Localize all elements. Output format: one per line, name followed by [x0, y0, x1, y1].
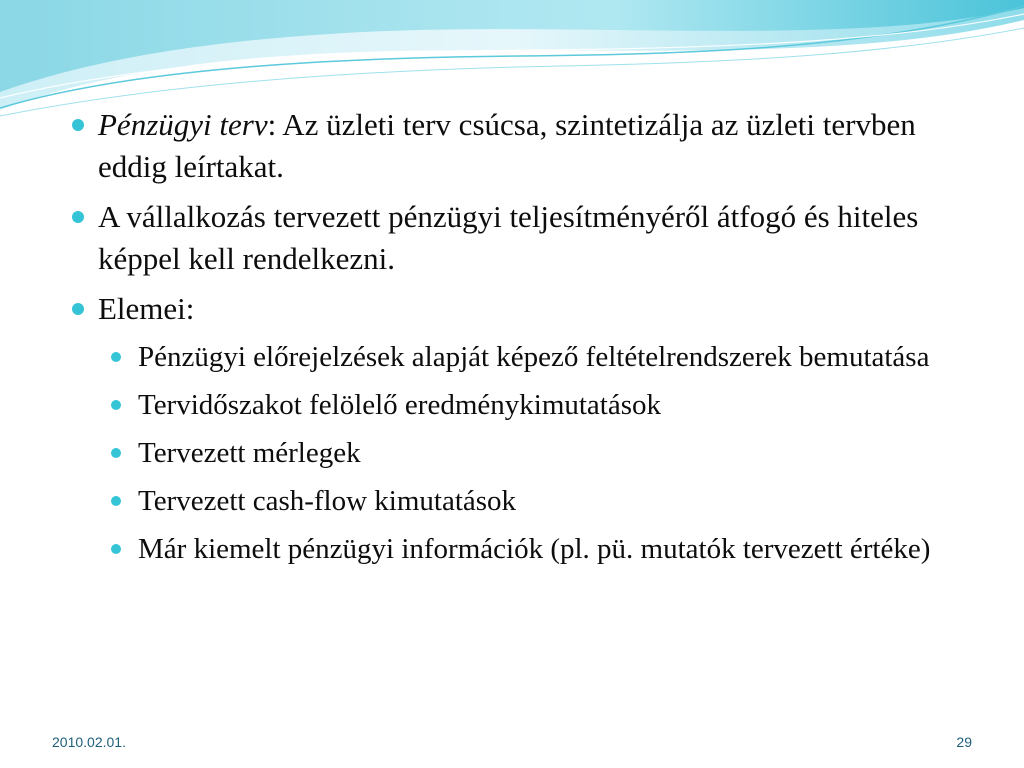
sub-bullet-cash-flow: Tervezett cash-flow kimutatások	[108, 482, 968, 520]
header-wave-decoration	[0, 0, 1024, 120]
slide-number: 29	[956, 734, 972, 750]
elemei-sub-list	[68, 338, 968, 568]
main-bullet-list	[68, 104, 968, 330]
sub-bullet-merlegek: Tervezett mérlegek	[108, 434, 968, 472]
bullet-term: Pénzügyi terv	[98, 107, 268, 142]
bullet-text: A vállalkozás tervezett pénzügyi teljesítményéről átfogó és hiteles képpel kell rendelkezni.	[98, 199, 919, 276]
bullet-elemei	[68, 288, 968, 330]
footer-date: 2010.02.01.	[52, 734, 126, 750]
bullet-teljesitmeny	[68, 196, 968, 280]
bullet-text: Elemei:	[98, 291, 195, 326]
sub-bullet-feltetelrendszerek: Pénzügyi előrejelzések alapját képező feltételrendszerek bemutatása	[108, 338, 968, 376]
slide-content	[68, 104, 968, 578]
bullet-penzugyi-terv	[68, 104, 968, 188]
sub-bullet-eredmenykimutatasok: Tervidőszakot felölelő eredménykimutatások	[108, 386, 968, 424]
sub-bullet-mutatok: Már kiemelt pénzügyi információk (pl. pü. mutatók tervezett értéke)	[108, 530, 968, 568]
bullet-text: : Az üzleti terv csúcsa, szintetizálja az üzleti tervben eddig leírtakat.	[98, 107, 916, 184]
